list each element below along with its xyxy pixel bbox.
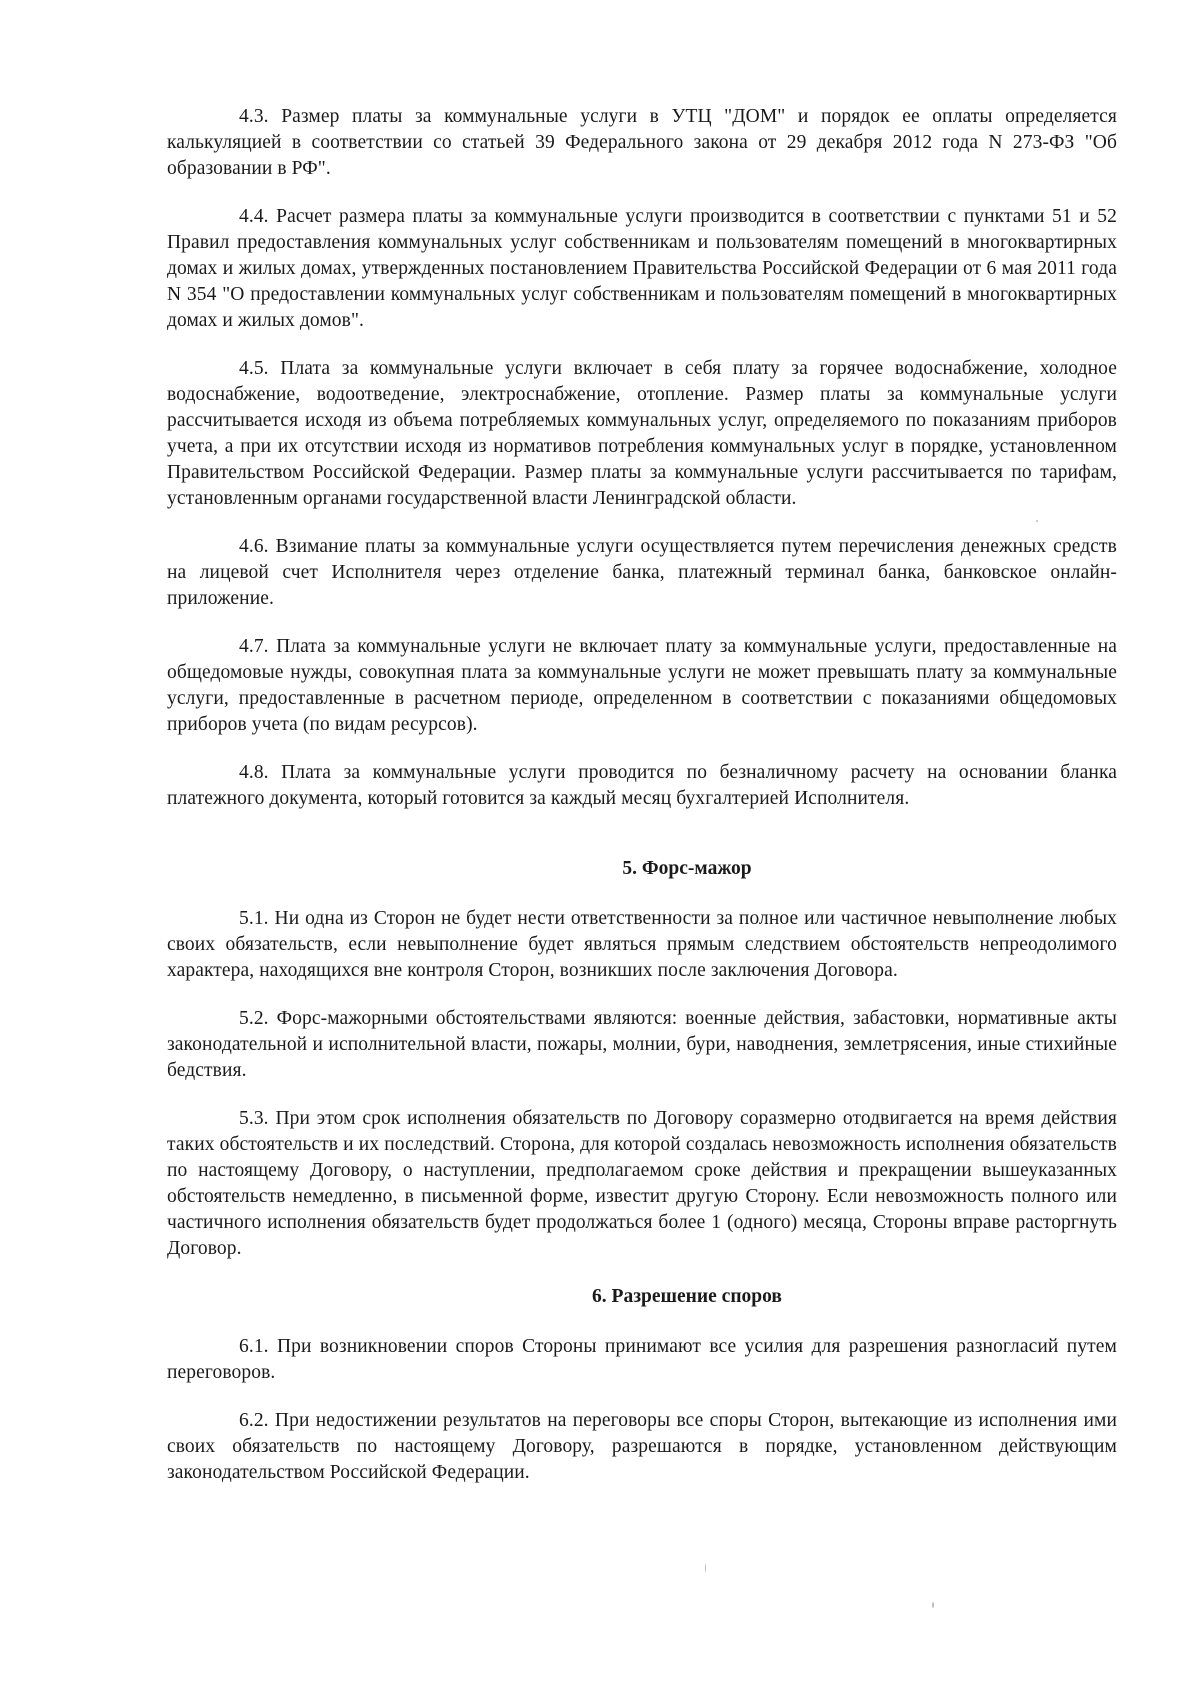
clause-4-4: 4.4. Расчет размера платы за коммунальные услуги производится в соответствии с пунктами 51 и 52 Правил предоставления коммунальных услуг собственникам и пользователям помещений в многоквартирных домах и жилых домах, утвержденных постановлением Правительства Российской Федерации от 6 мая 2011 года N 354 "О предоставлении коммунальных услуг собственникам и пользователям помещений в многоквартирных домах и жилых домов".	[167, 206, 1117, 331]
clause-5-3: 5.3. При этом срок исполнения обязательств по Договору соразмерно отодвигается на время действия таких обстоятельств и их последствий. Сторона, для которой создалась невозможность исполнения обязательств по настоящему Договору, о наступлении, предполагаемом сроке действия и прекращении вышеуказанных обстоятельств немедленно, в письменной форме, известит другую Сторону. Если невозможность полного или частичного исполнения обязательств будет продолжаться более 1 (одного) месяца, Стороны вправе расторгнуть Договор.	[167, 1108, 1117, 1259]
clause-6-1: 6.1. При возникновении споров Стороны принимают все усилия для разрешения разногласий путем переговоров.	[167, 1336, 1117, 1383]
clause-4-3: 4.3. Размер платы за коммунальные услуги в УТЦ "ДОМ" и порядок ее оплаты определяется калькуляцией в соответствии со статьей 39 Федерального закона от 29 декабря 2012 года N 273-ФЗ "Об образовании в РФ".	[167, 106, 1117, 179]
clause-4-5: 4.5. Плата за коммунальные услуги включает в себя плату за горячее водоснабжение, холодное водоснабжение, водоотведение, электроснабжение, отопление. Размер платы за коммунальные услуги рассчитывается исходя из объема потребляемых коммунальных услуг, определяемого по показаниям приборов учета, а при их отсутствии исходя из нормативов потребления коммунальных услуг в порядке, установленном Правительством Российской Федерации. Размер платы за коммунальные услуги рассчитывается по тарифам, установленным органами государственной власти Ленинградской области.	[167, 358, 1117, 509]
document-body	[167, 104, 1117, 1508]
scan-speck	[1036, 520, 1038, 522]
section-heading-force-majeure: 5. Форс-мажор	[622, 858, 752, 879]
scan-speck	[705, 1564, 706, 1572]
clause-5-1: 5.1. Ни одна из Сторон не будет нести ответственности за полное или частичное невыполнение любых своих обязательств, если невыполнение будет являться прямым следствием обстоятельств непреодолимого характера, находящихся вне контроля Сторон, возникших после заключения Договора.	[167, 908, 1117, 981]
scan-speck	[932, 1602, 934, 1608]
clause-4-6: 4.6. Взимание платы за коммунальные услуги осуществляется путем перечисления денежных средств на лицевой счет Исполнителя через отделение банка, платежный терминал банка, банковское онлайн-приложение.	[167, 536, 1117, 609]
clause-4-7: 4.7. Плата за коммунальные услуги не включает плату за коммунальные услуги, предоставленные на общедомовые нужды, совокупная плата за коммунальные услуги не может превышать плату за коммунальные услуги, предоставленные в расчетном периоде, определенном в соответствии с показаниями общедомовых приборов учета (по видам ресурсов).	[167, 636, 1117, 735]
clause-4-8: 4.8. Плата за коммунальные услуги проводится по безналичному расчету на основании бланка платежного документа, который готовится за каждый месяц бухгалтерией Исполнителя.	[167, 762, 1117, 809]
clause-6-2: 6.2. При недостижении результатов на переговоры все споры Сторон, вытекающие из исполнения ими своих обязательств по настоящему Договору, разрешаются в порядке, установленном действующим законодательством Российской Федерации.	[167, 1410, 1117, 1483]
section-heading-dispute-resolution: 6. Разрешение споров	[592, 1286, 782, 1307]
clause-5-2: 5.2. Форс-мажорными обстоятельствами являются: военные действия, забастовки, нормативные акты законодательной и исполнительной власти, пожары, молнии, бури, наводнения, землетрясения, иные стихийные бедствия.	[167, 1008, 1117, 1081]
